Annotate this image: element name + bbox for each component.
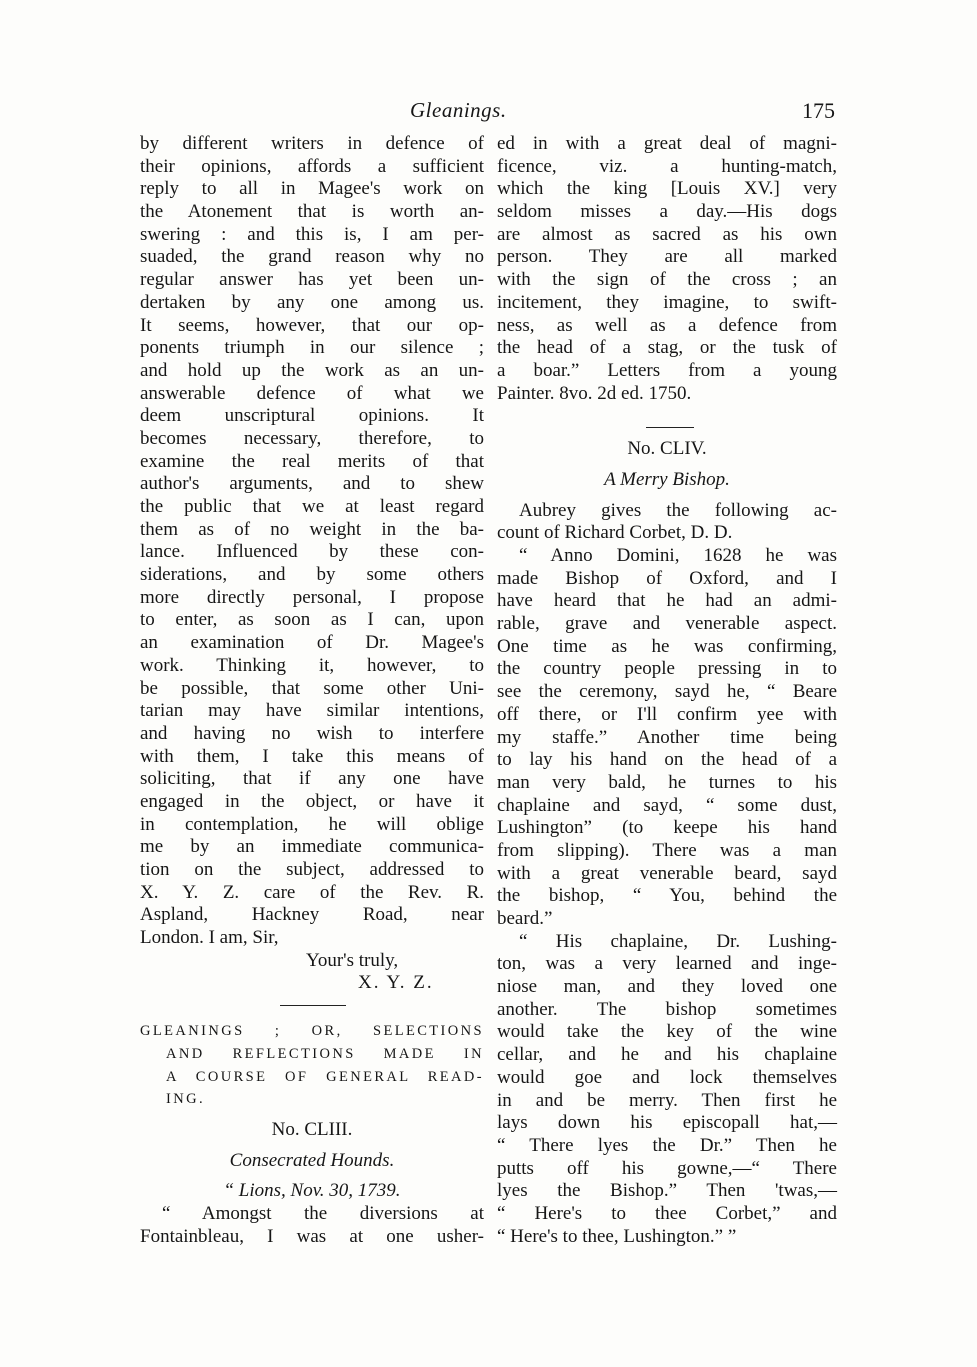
text-line: my staffe.” Another time being xyxy=(497,726,837,748)
text-line: person. They are all marked xyxy=(497,246,837,268)
article-continuation xyxy=(497,133,837,405)
text-line: to enter, as soon as I can, upon xyxy=(140,609,484,631)
text-line: chaplaine and sayd, “ some dust, xyxy=(497,794,837,816)
text-line: ed in with a great deal of magni- xyxy=(497,133,837,154)
letter-signature: X. Y. Z. xyxy=(358,972,434,994)
article-title: A Merry Bishop. xyxy=(604,468,730,490)
text-line: swering : and this is, I am per- xyxy=(140,223,484,245)
text-line: from slipping). There was a man xyxy=(497,839,837,861)
text-line: another. The bishop sometimes xyxy=(497,998,837,1020)
text-line: One time as he was confirming, xyxy=(497,635,837,657)
text-line: in contemplation, he will oblige xyxy=(140,813,484,835)
text-line: rable, grave and venerable aspect. xyxy=(497,613,837,635)
text-line: dertaken by any one among us. xyxy=(140,291,484,313)
text-line: see the ceremony, sayd he, “ Beare xyxy=(497,681,837,703)
text-line: the Atonement that is worth an- xyxy=(140,201,484,223)
text-line: Fontainbleau, I was at one usher- xyxy=(140,1225,484,1247)
text-line: “ His chaplaine, Dr. Lushing- xyxy=(519,930,837,952)
text-line: the head of a stag, or the tusk of xyxy=(497,337,837,359)
article-number: No. CLIV. xyxy=(627,438,707,460)
page-header xyxy=(0,98,977,128)
text-line: made Bishop of Oxford, and I xyxy=(497,567,837,589)
text-line: “ There lyes the Dr.” Then he xyxy=(497,1134,837,1156)
text-line: in and be merry. Then first he xyxy=(497,1089,837,1111)
text-line: the country people pressing in to xyxy=(497,658,837,680)
article-body xyxy=(497,500,837,1249)
text-line: count of Richard Corbet, D. D. xyxy=(497,522,733,544)
text-line: X. Y. Z. care of the Rev. R. xyxy=(140,881,484,903)
text-line: cellar, and he and his chaplaine xyxy=(497,1044,837,1066)
text-line: off there, or I'll confirm yee with xyxy=(497,703,837,725)
letter-closing: Your's truly, xyxy=(306,949,399,971)
text-line: lance. Influenced by these con- xyxy=(140,541,484,563)
running-head: Gleanings. xyxy=(410,98,507,122)
text-line: lyes the Bishop.” Then 'twas,— xyxy=(497,1180,837,1202)
text-line: with them, I take this means of xyxy=(140,745,484,767)
text-line: “ Here's to thee, Lushington.” ” xyxy=(497,1225,737,1247)
text-line: would take the key of the wine xyxy=(497,1021,837,1043)
left-column xyxy=(140,133,484,1248)
text-line: have heard that he had an admi- xyxy=(497,590,837,612)
text-line: with the sign of the cross ; an xyxy=(497,269,837,291)
section-divider xyxy=(280,1005,346,1006)
text-line: an examination of Dr. Magee's xyxy=(140,632,484,654)
right-column xyxy=(497,133,837,1248)
section-heading-line: GLEANINGS ; OR, SELECTIONS xyxy=(140,1023,484,1040)
text-line: Lushington” (to keepe his hand xyxy=(497,817,837,839)
article-dateline: “ Lions, Nov. 30, 1739. xyxy=(223,1180,401,1202)
text-line: author's arguments, and to shew xyxy=(140,473,484,495)
text-line: “ Anno Domini, 1628 he was xyxy=(519,545,837,566)
text-line: me by an immediate communica- xyxy=(140,836,484,858)
text-line: tarian may have similar intentions, xyxy=(140,700,484,722)
text-line: the public that we at least regard xyxy=(140,496,484,517)
text-line: answerable defence of what we xyxy=(140,382,484,404)
text-line: by different writers in defence of xyxy=(140,133,484,154)
text-line: deem unscriptural opinions. It xyxy=(140,405,484,427)
article-number: No. CLIII. xyxy=(271,1118,353,1140)
text-line: and having no wish to interfere xyxy=(140,722,484,744)
text-line: Aspland, Hackney Road, near xyxy=(140,904,484,926)
text-line: siderations, and by some others xyxy=(140,564,484,586)
page-number: 175 xyxy=(802,98,835,123)
text-line: incitement, they imagine, to swift- xyxy=(497,291,837,313)
article-title: Consecrated Hounds. xyxy=(229,1149,395,1171)
text-line: “ Amongst the diversions at xyxy=(162,1202,484,1224)
text-line: which the king [Louis XV.] very xyxy=(497,178,837,200)
text-line: soliciting, that if any one have xyxy=(140,768,484,790)
text-line: their opinions, affords a sufficient xyxy=(140,155,484,177)
text-line: work. Thinking it, however, to xyxy=(140,654,484,676)
text-line: It seems, however, that our op- xyxy=(140,314,484,336)
text-line: a boar.” Letters from a young xyxy=(497,359,837,381)
text-line: ponents triumph in our silence ; xyxy=(140,337,484,359)
section-heading-line: AND REFLECTIONS MADE IN xyxy=(166,1045,484,1062)
text-line: more directly personal, I propose xyxy=(140,586,484,608)
text-line: ton, was a very learned and inge- xyxy=(497,953,837,975)
text-line: becomes necessary, therefore, to xyxy=(140,427,484,449)
section-heading xyxy=(140,1020,484,1111)
text-line: ness, as well as a defence from xyxy=(497,314,837,336)
text-line: engaged in the object, or have it xyxy=(140,790,484,812)
section-heading-line: ING. xyxy=(166,1091,205,1108)
text-line: lays down his episcopall hat,— xyxy=(497,1112,837,1134)
text-line: reply to all in Magee's work on xyxy=(140,178,484,200)
text-line: would goe and lock themselves xyxy=(497,1066,837,1088)
text-line: “ Here's to thee Corbet,” and xyxy=(497,1202,837,1224)
text-line: niose man, and they loved one xyxy=(497,976,837,998)
text-line: putts off his gowne,—“ There xyxy=(497,1157,837,1179)
text-line: London. I am, Sir, xyxy=(140,927,279,949)
text-line: be possible, that some other Uni- xyxy=(140,677,484,699)
text-line: are almost as sacred as his own xyxy=(497,223,837,245)
text-line: them as of no weight in the ba- xyxy=(140,518,484,540)
letter-text xyxy=(140,133,484,995)
text-line: and hold up the work as an un- xyxy=(140,359,484,381)
text-line: tion on the subject, addressed to xyxy=(140,859,484,880)
section-divider xyxy=(646,427,694,428)
text-line: to lay his hand on the head of a xyxy=(497,749,837,771)
text-line: examine the real merits of that xyxy=(140,450,484,472)
text-line: Painter. 8vo. 2d ed. 1750. xyxy=(497,382,692,404)
text-line: the bishop, “ You, behind the xyxy=(497,885,837,907)
text-line: suaded, the grand reason why no xyxy=(140,246,484,268)
text-line: man very bald, he turnes to his xyxy=(497,771,837,793)
text-line: Aubrey gives the following ac- xyxy=(519,499,837,521)
text-line: ficence, viz. a hunting-match, xyxy=(497,155,837,177)
text-line: regular answer has yet been un- xyxy=(140,269,484,291)
text-line: beard.” xyxy=(497,908,553,929)
text-line: seldom misses a day.—His dogs xyxy=(497,201,837,223)
section-heading-line: A COURSE OF GENERAL READ- xyxy=(166,1068,484,1085)
text-line: with a great venerable beard, sayd xyxy=(497,862,837,884)
